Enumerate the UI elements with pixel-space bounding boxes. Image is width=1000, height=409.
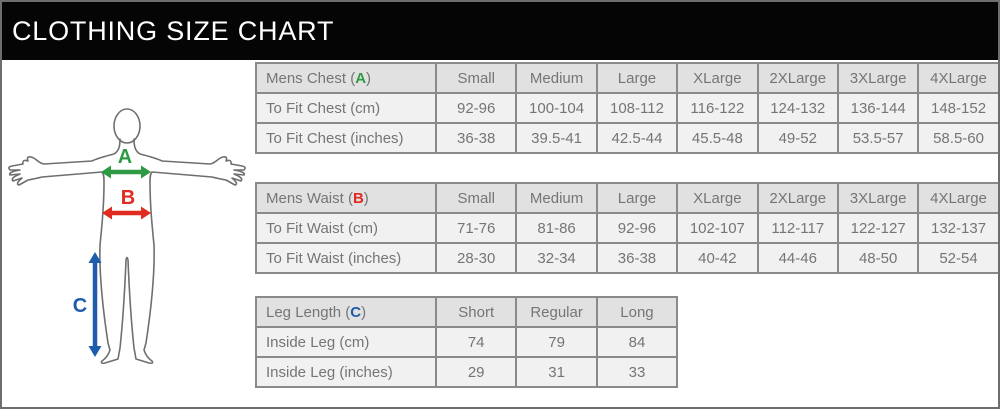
size-table-leg-length bbox=[255, 296, 678, 388]
value-cell: 124-132 bbox=[758, 93, 838, 123]
chest-marker-label: A bbox=[117, 146, 133, 168]
table-title-text: Mens Waist ( bbox=[266, 189, 353, 207]
value-cell: 29 bbox=[436, 357, 516, 387]
title-bar bbox=[2, 2, 998, 60]
column-header: Small bbox=[436, 183, 516, 213]
column-header: 3XLarge bbox=[838, 183, 918, 213]
table-title-paren: ) bbox=[363, 189, 369, 207]
column-header: 4XLarge bbox=[918, 183, 998, 213]
marker-letter: C bbox=[350, 303, 362, 321]
value-cell: 58.5-60 bbox=[918, 123, 998, 153]
table-row bbox=[256, 357, 677, 387]
value-cell: 92-96 bbox=[436, 93, 516, 123]
column-header: Large bbox=[597, 183, 677, 213]
column-header: 4XLarge bbox=[918, 63, 998, 93]
leg-arrow-head-bottom bbox=[89, 346, 102, 357]
table-row bbox=[256, 243, 999, 273]
column-header: Long bbox=[597, 297, 677, 327]
column-header: Regular bbox=[516, 297, 596, 327]
value-cell: 36-38 bbox=[436, 123, 516, 153]
value-cell: 102-107 bbox=[677, 213, 757, 243]
value-cell: 48-50 bbox=[838, 243, 918, 273]
value-cell: 42.5-44 bbox=[597, 123, 677, 153]
column-header: XLarge bbox=[677, 183, 757, 213]
row-label: Inside Leg (cm) bbox=[256, 327, 436, 357]
value-cell: 116-122 bbox=[677, 93, 757, 123]
value-cell: 71-76 bbox=[436, 213, 516, 243]
value-cell: 49-52 bbox=[758, 123, 838, 153]
value-cell: 39.5-41 bbox=[516, 123, 596, 153]
value-cell: 100-104 bbox=[516, 93, 596, 123]
table-header-row bbox=[256, 63, 999, 93]
value-cell: 92-96 bbox=[597, 213, 677, 243]
table-title-cell bbox=[256, 183, 436, 213]
value-cell: 108-112 bbox=[597, 93, 677, 123]
column-header: Medium bbox=[516, 63, 596, 93]
column-header: Short bbox=[436, 297, 516, 327]
marker-letter: A bbox=[355, 69, 367, 87]
body-outline-diagram bbox=[2, 60, 255, 407]
value-cell: 52-54 bbox=[918, 243, 998, 273]
size-table-mens-chest bbox=[255, 62, 1000, 154]
value-cell: 45.5-48 bbox=[677, 123, 757, 153]
size-tables bbox=[255, 60, 1000, 407]
table-row bbox=[256, 123, 999, 153]
table-title-cell bbox=[256, 63, 436, 93]
chest-arrow-head-left bbox=[101, 166, 111, 179]
content-area bbox=[2, 60, 998, 407]
table-title-paren: ) bbox=[366, 69, 372, 87]
table-header-row bbox=[256, 183, 999, 213]
table-title-cell bbox=[256, 297, 436, 327]
row-label: Inside Leg (inches) bbox=[256, 357, 436, 387]
table-title-text: Leg Length ( bbox=[266, 303, 351, 321]
marker-letter: B bbox=[352, 189, 364, 207]
figure-head bbox=[114, 109, 140, 143]
value-cell: 148-152 bbox=[918, 93, 998, 123]
table-row bbox=[256, 327, 677, 357]
value-cell: 81-86 bbox=[516, 213, 596, 243]
chest-arrow-head-right bbox=[141, 166, 151, 179]
value-cell: 74 bbox=[436, 327, 516, 357]
row-label: To Fit Chest (inches) bbox=[256, 123, 436, 153]
waist-arrow-head-right bbox=[141, 207, 151, 220]
table-title-paren: ) bbox=[361, 303, 367, 321]
column-header: Medium bbox=[516, 183, 596, 213]
waist-marker-label: B bbox=[120, 187, 136, 209]
value-cell: 132-137 bbox=[918, 213, 998, 243]
value-cell: 36-38 bbox=[597, 243, 677, 273]
column-header: XLarge bbox=[677, 63, 757, 93]
value-cell: 79 bbox=[516, 327, 596, 357]
body-measurement-figure bbox=[2, 60, 255, 407]
value-cell: 28-30 bbox=[436, 243, 516, 273]
column-header: Small bbox=[436, 63, 516, 93]
table-row bbox=[256, 213, 999, 243]
value-cell: 44-46 bbox=[758, 243, 838, 273]
table-header-row bbox=[256, 297, 677, 327]
value-cell: 33 bbox=[597, 357, 677, 387]
row-label: To Fit Waist (cm) bbox=[256, 213, 436, 243]
table-title-text: Mens Chest ( bbox=[266, 69, 356, 87]
size-table-mens-waist bbox=[255, 182, 1000, 274]
value-cell: 40-42 bbox=[677, 243, 757, 273]
page-title: CLOTHING SIZE CHART bbox=[12, 15, 335, 46]
value-cell: 53.5-57 bbox=[838, 123, 918, 153]
row-label: To Fit Waist (inches) bbox=[256, 243, 436, 273]
value-cell: 31 bbox=[516, 357, 596, 387]
table-row bbox=[256, 93, 999, 123]
value-cell: 112-117 bbox=[758, 213, 838, 243]
value-cell: 84 bbox=[597, 327, 677, 357]
column-header: 3XLarge bbox=[838, 63, 918, 93]
leg-marker-label: C bbox=[72, 295, 88, 317]
column-header: Large bbox=[597, 63, 677, 93]
column-header: 2XLarge bbox=[758, 63, 838, 93]
value-cell: 136-144 bbox=[838, 93, 918, 123]
value-cell: 32-34 bbox=[516, 243, 596, 273]
row-label: To Fit Chest (cm) bbox=[256, 93, 436, 123]
column-header: 2XLarge bbox=[758, 183, 838, 213]
value-cell: 122-127 bbox=[838, 213, 918, 243]
